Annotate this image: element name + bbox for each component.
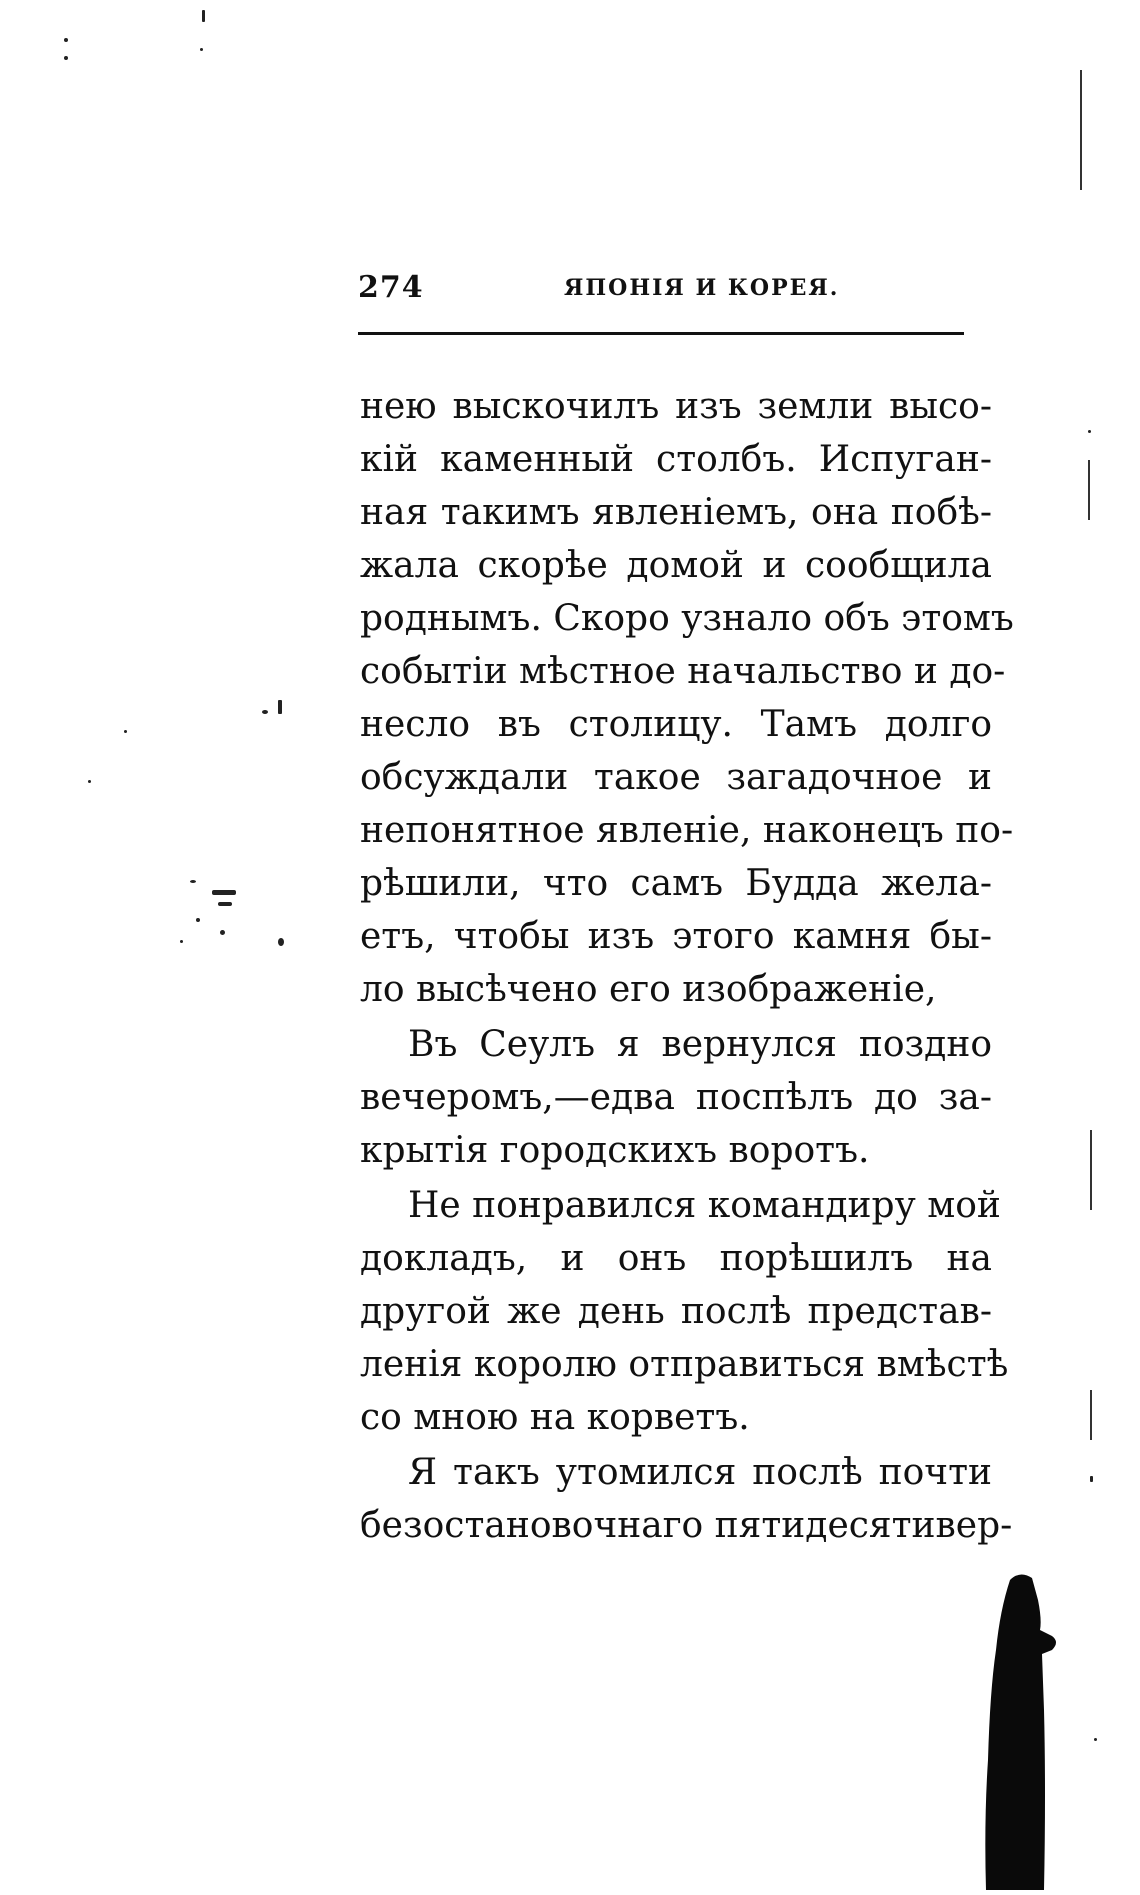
text-line: Не понравился командиру мой (408, 1185, 1001, 1226)
header-rule (358, 332, 964, 335)
text-line: другой же день послѣ представ- (360, 1291, 992, 1332)
page-edge-mark (1080, 70, 1082, 190)
page-edge-mark (1090, 1390, 1092, 1440)
dust-speck (1094, 1738, 1097, 1741)
body-text (360, 380, 1014, 1552)
dust-speck (88, 780, 91, 783)
text-line: нею выскочилъ изъ земли высо- (360, 386, 992, 427)
running-head (358, 270, 968, 310)
text-line: жала скорѣе домой и сообщила (360, 545, 992, 586)
text-line: со мною на корветъ. (360, 1397, 750, 1438)
text-line: безостановочнаго пятидесятивер- (360, 1505, 1013, 1546)
text-line: Я такъ утомился послѣ почти (408, 1452, 992, 1493)
text-line: ная такимъ явленіемъ, она побѣ- (360, 492, 992, 533)
text-line: роднымъ. Скоро узнало объ этомъ (360, 598, 1014, 639)
text-line: кій каменный столбъ. Испуган- (360, 439, 992, 480)
text-line: несло въ столицу. Тамъ долго (360, 704, 992, 745)
text-line: непонятное явленіе, наконецъ по- (360, 810, 1014, 851)
page-edge-mark (1090, 1130, 1092, 1210)
dust-speck (64, 56, 68, 60)
dust-speck (212, 890, 236, 895)
text-line: вечеромъ,—едва поспѣлъ до за- (360, 1077, 992, 1118)
dust-speck (220, 930, 225, 935)
dust-speck (202, 10, 205, 22)
ink-blot (980, 1570, 1070, 1890)
text-line: рѣшили, что самъ Будда жела- (360, 863, 992, 904)
running-title: ЯПОНІЯ И КОРЕЯ. (564, 275, 840, 301)
text-line: событіи мѣстное начальство и до- (360, 651, 1006, 692)
page-edge-mark (1088, 460, 1090, 520)
page-number: 274 (358, 270, 424, 305)
dust-speck (180, 940, 183, 943)
text-line: ленія королю отправиться вмѣстѣ (360, 1344, 1009, 1385)
dust-speck (1088, 430, 1091, 433)
dust-speck (64, 38, 68, 42)
text-line: Въ Сеулъ я вернулся поздно (408, 1024, 992, 1065)
dust-speck (190, 880, 196, 883)
text-line: обсуждали такое загадочное и (360, 757, 992, 798)
dust-speck (196, 918, 200, 922)
text-line: крытія городскихъ воротъ. (360, 1130, 870, 1171)
dust-speck (262, 710, 268, 714)
dust-speck (200, 48, 203, 51)
text-line: етъ, чтобы изъ этого камня бы- (360, 916, 992, 957)
dust-speck (124, 730, 127, 733)
text-line: ло высѣчено его изображеніе, (360, 969, 937, 1010)
dust-speck (278, 700, 282, 714)
dust-speck (278, 938, 284, 946)
dust-speck (218, 902, 232, 906)
text-line: докладъ, и онъ порѣшилъ на (360, 1238, 992, 1279)
dust-speck (1090, 1476, 1093, 1482)
